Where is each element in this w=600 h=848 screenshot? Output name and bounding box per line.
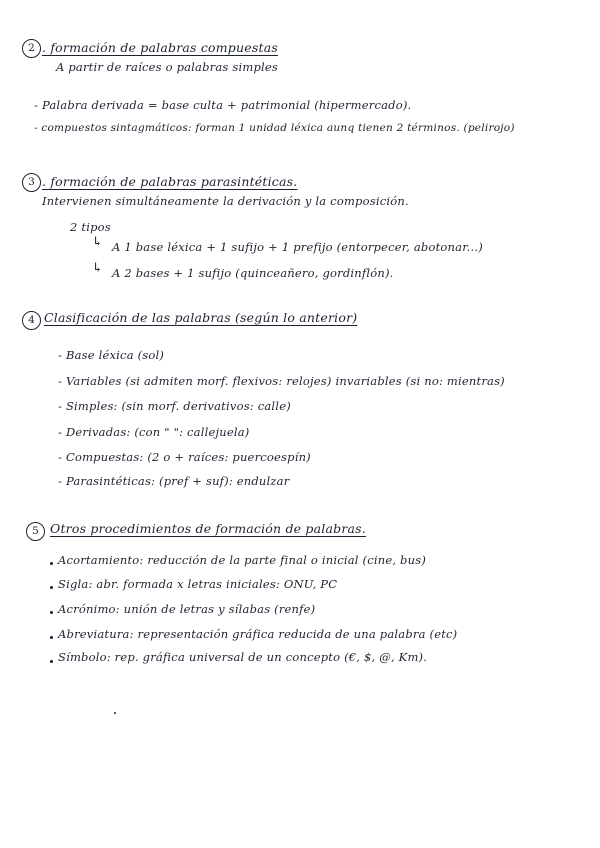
stray-pen-mark: [114, 712, 116, 714]
section-5-title: Otros procedimientos de formación de palabras.: [50, 521, 366, 536]
section-3-number: 3: [22, 173, 41, 192]
section-3-type-1: A 1 base léxica + 1 sufijo + 1 prefijo (entorpecer, abotonar...): [112, 240, 483, 254]
section-5-item-4: Abreviatura: representación gráfica reducida de una palabra (etc): [58, 627, 458, 641]
section-4-number: 4: [22, 311, 41, 330]
bullet-dot-icon: [50, 586, 53, 589]
section-3-title: . formación de palabras parasintéticas.: [42, 174, 298, 189]
section-5-item-5: Símbolo: rep. gráfica universal de un concepto (€, $, @, Km).: [58, 650, 428, 664]
section-5-item-3: Acrónimo: unión de letras y sílabas (renfe): [58, 602, 316, 616]
section-4-item-5: - Compuestas: (2 o + raíces: puercoespín): [58, 450, 311, 464]
section-5-item-2: Sigla: abr. formada x letras iniciales: ONU, PC: [58, 577, 338, 591]
section-5-item-1: Acortamiento: reducción de la parte final o inicial (cine, bus): [58, 553, 427, 567]
section-4-item-6: - Parasintéticas: (pref + suf): endulzar: [58, 474, 290, 488]
bullet-dot-icon: [50, 636, 53, 639]
section-4-item-4: - Derivadas: (con " ": callejuela): [58, 425, 250, 439]
section-2-bullet-2: - compuestos sintagmáticos: forman 1 unidad léxica aunq tienen 2 términos. (pelirojo): [34, 122, 515, 134]
section-4-item-3: - Simples: (sin morf. derivativos: calle): [58, 399, 291, 413]
bullet-dot-icon: [50, 562, 53, 565]
section-3-intro: Intervienen simultáneamente la derivación y la composición.: [42, 194, 409, 208]
section-2-number: 2: [22, 39, 41, 58]
bullet-dot-icon: [50, 611, 53, 614]
section-2-bullet-1: - Palabra derivada = base culta + patrimonial (hipermercado).: [34, 98, 412, 112]
bullet-dot-icon: [50, 660, 53, 663]
section-3-type-2: A 2 bases + 1 sufijo (quinceañero, gordinflón).: [112, 266, 394, 280]
section-5-number: 5: [26, 522, 45, 541]
section-2-title: . formación de palabras compuestas: [42, 40, 278, 55]
corner-arrow-icon: ↳: [92, 261, 103, 276]
section-4-item-2: - Variables (si admiten morf. flexivos: relojes) invariables (si no: mientras): [58, 374, 505, 388]
section-2-subtitle: A partir de raíces o palabras simples: [56, 60, 279, 74]
section-4-item-1: - Base léxica (sol): [58, 348, 165, 362]
section-3-types-label: 2 tipos: [70, 220, 111, 234]
section-4-title: Clasificación de las palabras (según lo anterior): [44, 310, 358, 325]
corner-arrow-icon: ↳: [92, 235, 103, 250]
